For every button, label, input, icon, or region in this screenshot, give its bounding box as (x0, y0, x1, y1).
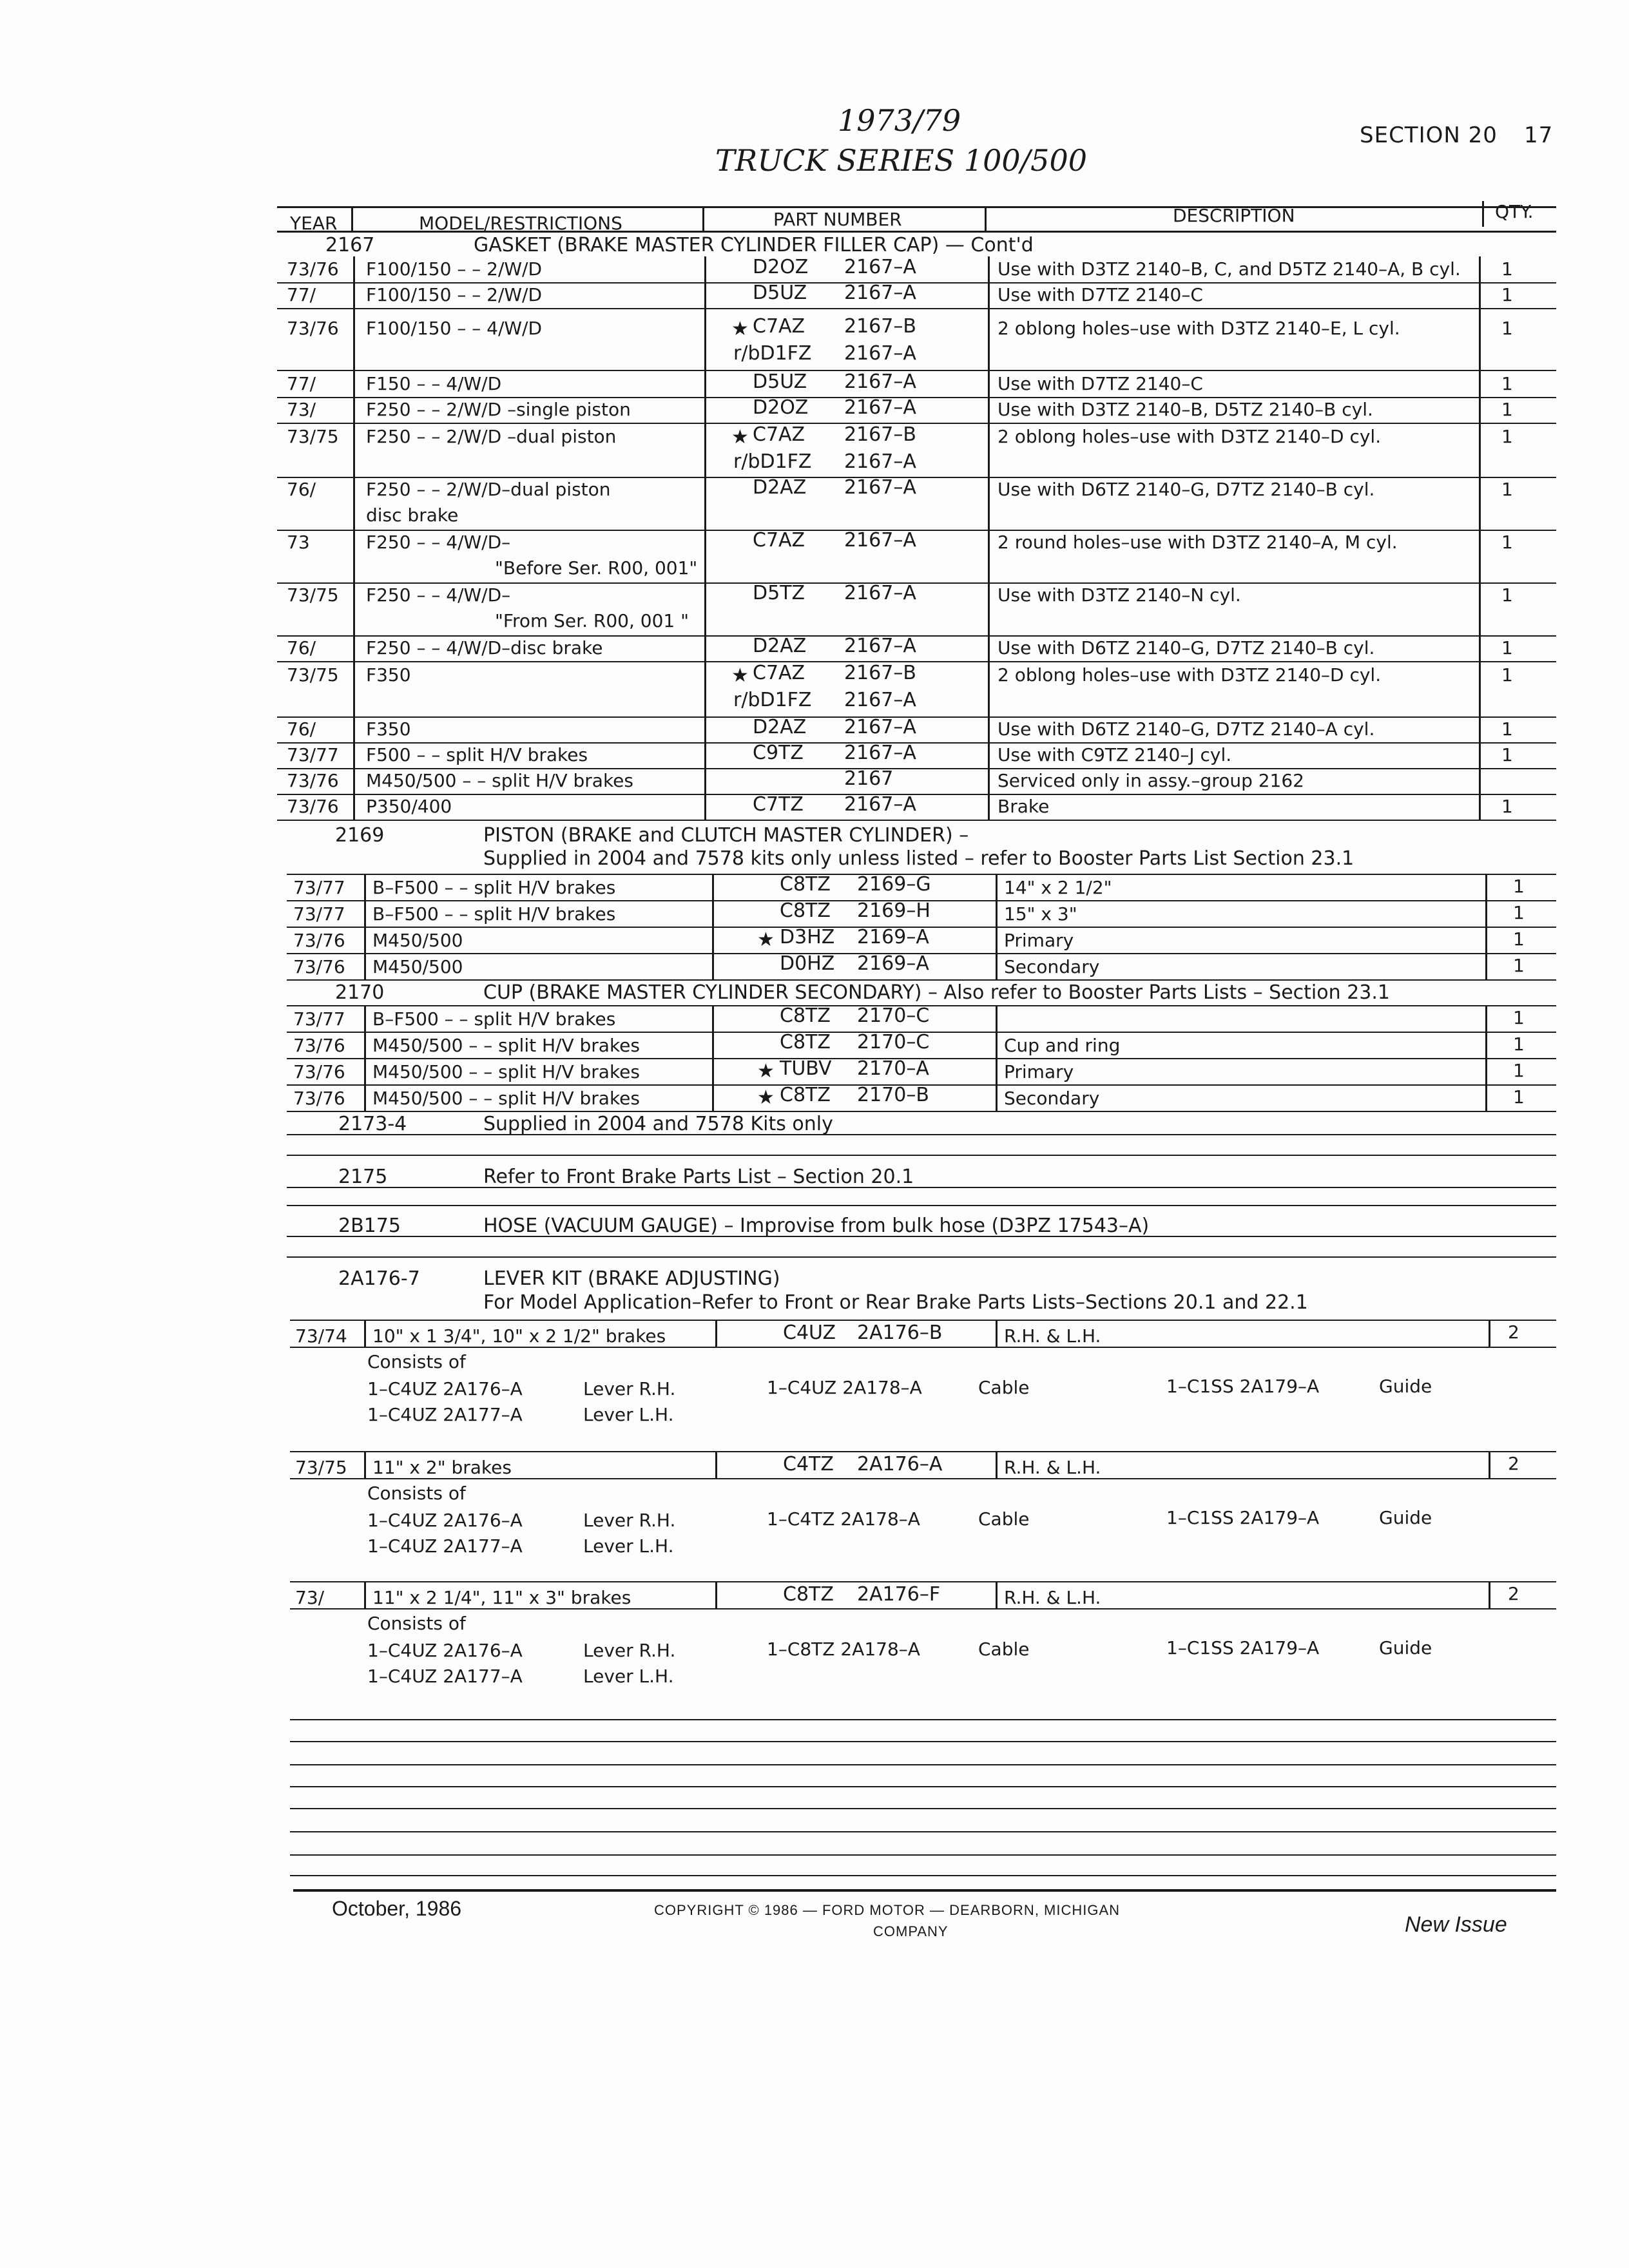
row-part-prefix: C7AZ (753, 662, 805, 684)
row-model: F250 – – 2/W/D –dual piston (366, 426, 617, 447)
kit-component-desc: Cable (978, 1508, 1030, 1530)
row-description: Use with D3TZ 2140–B, D5TZ 2140–B cyl. (998, 399, 1373, 420)
row-description: Use with D3TZ 2140–B, C, and D5TZ 2140–A, B cyl. (998, 258, 1461, 280)
row-model: M450/500 – – split H/V brakes (372, 1035, 640, 1056)
row-qty: 1 (1501, 718, 1513, 740)
rule (287, 1155, 1556, 1156)
col-header-qty: QTY. (1495, 201, 1534, 222)
row-part-prefix: D3HZ (780, 926, 835, 948)
col-divider (1489, 1581, 1490, 1608)
kit-component-desc: Lever L.H. (583, 1666, 674, 1687)
row-rule (277, 794, 1556, 795)
row-qty: 1 (1501, 258, 1513, 280)
kit-component-desc: Lever L.H. (583, 1535, 674, 1557)
row-part-number: 2167–B (844, 662, 916, 684)
row-description: 14" x 2 1/2" (1004, 877, 1112, 898)
row-description: 2 oblong holes–use with D3TZ 2140–D cyl. (998, 426, 1382, 447)
star-icon: ★ (757, 928, 775, 951)
rule (287, 1236, 1556, 1237)
row-model: F350 (366, 718, 411, 740)
row-part-number: 2167–A (844, 529, 916, 552)
row-year: 76/ (287, 718, 316, 740)
kit-model: 11" x 2 1/4", 11" x 3" brakes (372, 1587, 631, 1608)
col-divider (1482, 201, 1484, 227)
star-icon: ★ (731, 426, 749, 448)
row-year: 73/75 (287, 584, 339, 606)
row-model: M450/500 (372, 956, 463, 977)
row-part-number: 2167 (844, 767, 894, 790)
group-title: CUP (BRAKE MASTER CYLINDER SECONDARY) – Also refer to Booster Parts Lists – Section 23.1 (483, 981, 1390, 1004)
col-divider (353, 256, 355, 820)
rule (290, 1831, 1556, 1832)
kit-description: R.H. & L.H. (1004, 1587, 1101, 1608)
row-rule (277, 370, 1556, 371)
row-rule (290, 1478, 1556, 1479)
row-rule (277, 820, 1556, 821)
row-model: B–F500 – – split H/V brakes (372, 903, 616, 925)
row-description: Use with D6TZ 2140–G, D7TZ 2140–B cyl. (998, 479, 1375, 500)
header-years: 1973/79 (838, 103, 961, 138)
row-year: 73 (287, 532, 310, 553)
row-description: 2 round holes–use with D3TZ 2140–A, M cyl. (998, 532, 1398, 553)
header-section: SECTION 20 (1360, 122, 1498, 148)
row-year: 73/75 (287, 664, 339, 686)
group-note: Supplied in 2004 and 7578 kits only unless listed – refer to Booster Parts List Section 23.1 (483, 847, 1354, 870)
row-rule (277, 716, 1556, 718)
row-rule (277, 397, 1556, 398)
row-model: M450/500 – – split H/V brakes (372, 1088, 640, 1109)
row-description: Use with D6TZ 2140–G, D7TZ 2140–B cyl. (998, 637, 1375, 658)
row-year: 73/76 (287, 770, 339, 791)
kit-part-number: 2A176–B (857, 1321, 943, 1344)
header-series: TRUCK SERIES 100/500 (715, 143, 1087, 178)
row-qty: 1 (1501, 584, 1513, 606)
group-code: 2167 (325, 234, 375, 256)
row-model: M450/500 – – split H/V brakes (366, 770, 633, 791)
kit-component: 1–C1SS 2A179–A (1166, 1507, 1320, 1528)
group-title: GASKET (BRAKE MASTER CYLINDER FILLER CAP) — Cont'd (474, 234, 1034, 256)
row-part-prefix: C7AZ (753, 315, 805, 338)
kit-component-desc: Guide (1379, 1637, 1432, 1658)
row-model: F250 – – 4/W/D–disc brake (366, 637, 603, 658)
row-rule (290, 1451, 1556, 1452)
rule (290, 1854, 1556, 1856)
kit-component: 1–C4UZ 2A176–A (367, 1378, 523, 1399)
row-qty: 1 (1501, 479, 1513, 500)
row-part-prefix: C9TZ (753, 742, 804, 764)
row-part-prefix: D2OZ (753, 256, 809, 278)
row-part-prefix: TUBV (780, 1057, 832, 1080)
row-part-number: 2169–A (857, 952, 929, 975)
table-top-rule (277, 206, 1556, 208)
kit-consists-label: Consists of (367, 1351, 466, 1372)
row-part-number: 2167–B (844, 315, 916, 338)
kit-part-number: 2A176–A (857, 1453, 943, 1475)
footer-company: COMPANY (873, 1923, 949, 1939)
rule (287, 1134, 1556, 1135)
col-divider (996, 1320, 998, 1347)
group-title: LEVER KIT (BRAKE ADJUSTING) (483, 1267, 780, 1290)
row-model: F250 – – 4/W/D– (366, 532, 511, 553)
row-model: B–F500 – – split H/V brakes (372, 877, 616, 898)
group-title: Refer to Front Brake Parts List – Section 20.1 (483, 1166, 914, 1188)
row-description: Use with D6TZ 2140–G, D7TZ 2140–A cyl. (998, 718, 1375, 740)
row-description: 2 oblong holes–use with D3TZ 2140–D cyl. (998, 664, 1382, 686)
row-part-number: 2167–A (844, 793, 916, 816)
kit-component-desc: Lever R.H. (583, 1640, 676, 1661)
kit-component-desc: Cable (978, 1639, 1030, 1660)
row-description: Primary (1004, 1061, 1074, 1082)
col-divider (715, 1451, 717, 1478)
row-year: 73/76 (293, 1061, 345, 1082)
row-part-prefix: D5TZ (753, 582, 805, 604)
kit-component: 1–C1SS 2A179–A (1166, 1637, 1320, 1658)
row-part-number: 2169–A (857, 926, 929, 948)
row-part-number: 2170–B (857, 1084, 929, 1106)
group-title: Supplied in 2004 and 7578 Kits only (483, 1113, 833, 1135)
row-part-number: 2169–H (857, 899, 930, 922)
row-qty: 1 (1501, 532, 1513, 553)
row-description: Brake (998, 796, 1050, 817)
row-year: 76/ (287, 479, 316, 500)
star-icon: ★ (757, 1060, 775, 1082)
col-divider (996, 1451, 998, 1478)
header-page-number: 17 (1524, 122, 1554, 148)
group-code: 2170 (335, 981, 385, 1004)
kit-qty: 2 (1508, 1583, 1519, 1604)
row-year: 73/76 (293, 1035, 345, 1056)
row-part-prefix: C8TZ (780, 1084, 831, 1106)
row-part-prefix: D2AZ (753, 716, 807, 738)
kit-component: 1–C4TZ 2A178–A (767, 1508, 920, 1530)
row-year: 76/ (287, 637, 316, 658)
row-year: 73/ (287, 399, 316, 420)
row-part-number: 2167–A (844, 282, 916, 304)
rule (287, 1205, 1556, 1206)
row-rule (277, 582, 1556, 584)
rule (290, 1875, 1556, 1876)
kit-description: R.H. & L.H. (1004, 1457, 1101, 1478)
row-qty: 1 (1501, 284, 1513, 305)
col-divider (351, 206, 353, 232)
row-description: 2 oblong holes–use with D3TZ 2140–E, L cyl. (998, 318, 1400, 339)
col-divider (1479, 256, 1481, 820)
row-part-prefix: C8TZ (780, 873, 831, 896)
row-qty: 1 (1513, 1060, 1525, 1081)
row-model: B–F500 – – split H/V brakes (372, 1008, 616, 1030)
rule (290, 1741, 1556, 1742)
kit-component: 1–C4UZ 2A178–A (767, 1377, 922, 1398)
row-model: F150 – – 4/W/D (366, 373, 502, 394)
star-icon: ★ (731, 664, 749, 687)
row-rule (277, 742, 1556, 744)
row-description: 15" x 3" (1004, 903, 1077, 925)
kit-qty: 2 (1508, 1321, 1519, 1343)
row-model: M450/500 – – split H/V brakes (372, 1061, 640, 1082)
kit-component-desc: Lever R.H. (583, 1378, 676, 1399)
row-qty: 1 (1501, 664, 1513, 686)
row-rule (277, 477, 1556, 478)
row-part-replaced-by: r/bD1FZ (733, 342, 812, 365)
kit-part-prefix: C8TZ (783, 1583, 834, 1606)
row-part-number: 2167–B (844, 423, 916, 446)
row-year: 77/ (287, 284, 316, 305)
row-year: 73/77 (293, 1008, 345, 1030)
kit-qty: 2 (1508, 1453, 1519, 1474)
row-part-number: 2167–A (844, 256, 916, 278)
footer-copyright: COPYRIGHT © 1986 — FORD MOTOR — DEARBORN, MICHIGAN (654, 1902, 1121, 1918)
row-rule (277, 308, 1556, 309)
row-description: Use with C9TZ 2140–J cyl. (998, 744, 1232, 765)
row-model: F250 – – 4/W/D– (366, 584, 511, 606)
rule (290, 1764, 1556, 1765)
row-description: Primary (1004, 930, 1074, 951)
kit-year: 73/74 (295, 1325, 347, 1347)
kit-component-desc: Lever R.H. (583, 1510, 676, 1531)
row-part-prefix: C7TZ (753, 793, 804, 816)
rule (290, 1786, 1556, 1787)
row-rule (287, 1111, 1556, 1112)
col-divider (988, 256, 990, 820)
col-divider (702, 206, 704, 232)
row-part-number: 2167–A (844, 582, 916, 604)
star-icon: ★ (757, 1086, 775, 1109)
row-part-replaced-by: r/bD1FZ (733, 450, 812, 473)
row-rule (290, 1320, 1556, 1321)
row-part-replaced-by: r/bD1FZ (733, 689, 812, 711)
row-description: Secondary (1004, 956, 1100, 977)
group-code: 2B175 (338, 1215, 401, 1237)
kit-component-desc: Guide (1379, 1376, 1432, 1397)
row-part-prefix: C7AZ (753, 529, 805, 552)
row-part-prefix: D2AZ (753, 476, 807, 499)
row-rule (290, 1347, 1556, 1348)
row-part-prefix: C8TZ (780, 899, 831, 922)
col-divider (364, 1320, 366, 1347)
row-model: F100/150 – – 4/W/D (366, 318, 543, 339)
row-qty: 1 (1513, 1033, 1525, 1055)
kit-model: 10" x 1 3/4", 10" x 2 1/2" brakes (372, 1325, 666, 1347)
row-year: 73/76 (293, 956, 345, 977)
row-qty: 1 (1501, 373, 1513, 394)
kit-component-desc: Cable (978, 1377, 1030, 1398)
col-divider (985, 206, 987, 232)
row-part-prefix: C8TZ (780, 1031, 831, 1053)
row-model-note: "Before Ser. R00, 001" (495, 557, 698, 579)
row-part-number: 2167–A (844, 742, 916, 764)
row-description: Cup and ring (1004, 1035, 1121, 1056)
row-description: Use with D7TZ 2140–C (998, 284, 1203, 305)
row-qty: 1 (1513, 876, 1525, 897)
row-part-number: 2167–A (844, 396, 916, 419)
table-header-rule (277, 231, 1556, 233)
row-year: 73/75 (287, 426, 339, 447)
kit-component: 1–C8TZ 2A178–A (767, 1639, 920, 1660)
group-code: 2175 (338, 1166, 388, 1188)
row-rule (290, 1581, 1556, 1582)
col-divider (1489, 1320, 1490, 1347)
row-description: Serviced only in assy.–group 2162 (998, 770, 1304, 791)
row-part-prefix: D2OZ (753, 396, 809, 419)
row-description: Secondary (1004, 1088, 1100, 1109)
kit-component: 1–C4UZ 2A176–A (367, 1640, 523, 1661)
col-divider (996, 1581, 998, 1608)
row-qty: 1 (1501, 637, 1513, 658)
col-divider (715, 1581, 717, 1608)
kit-model: 11" x 2" brakes (372, 1457, 512, 1478)
row-year: 73/76 (287, 796, 339, 817)
kit-component: 1–C4UZ 2A177–A (367, 1404, 523, 1425)
row-model: M450/500 (372, 930, 463, 951)
row-part-number-2: 2167–A (844, 689, 916, 711)
col-header-description: DESCRIPTION (1173, 205, 1295, 226)
row-year: 73/76 (293, 1088, 345, 1109)
row-rule (277, 530, 1556, 531)
row-model-note: disc brake (366, 505, 459, 526)
row-part-number: 2167–A (844, 476, 916, 499)
row-rule (277, 661, 1556, 662)
row-model: F100/150 – – 2/W/D (366, 258, 543, 280)
rule (287, 1187, 1556, 1188)
group-code: 2169 (335, 824, 385, 847)
row-description: Use with D7TZ 2140–C (998, 373, 1203, 394)
row-year: 73/77 (287, 744, 339, 765)
star-icon: ★ (731, 318, 749, 340)
row-qty: 1 (1513, 955, 1525, 976)
rule (290, 1808, 1556, 1809)
group-note: For Model Application–Refer to Front or Rear Brake Parts Lists–Sections 20.1 and 22.1 (483, 1291, 1308, 1314)
kit-description: R.H. & L.H. (1004, 1325, 1101, 1347)
row-part-number: 2170–A (857, 1057, 929, 1080)
col-header-model: MODEL/RESTRICTIONS (419, 213, 622, 234)
kit-component: 1–C1SS 2A179–A (1166, 1376, 1320, 1397)
row-rule (287, 979, 1556, 981)
row-model: F250 – – 2/W/D –single piston (366, 399, 631, 420)
row-part-prefix: D0HZ (780, 952, 835, 975)
rule (287, 1256, 1556, 1258)
kit-part-prefix: C4UZ (783, 1321, 836, 1344)
kit-component: 1–C4UZ 2A176–A (367, 1510, 523, 1531)
row-qty: 1 (1501, 399, 1513, 420)
row-model: F100/150 – – 2/W/D (366, 284, 543, 305)
row-part-number: 2170–C (857, 1031, 930, 1053)
row-part-prefix: D5UZ (753, 370, 807, 393)
col-divider (364, 1451, 366, 1478)
row-year: 73/77 (293, 903, 345, 925)
row-year: 73/76 (293, 930, 345, 951)
row-rule (277, 423, 1556, 424)
row-qty: 1 (1501, 744, 1513, 765)
row-model-note: "From Ser. R00, 001 " (495, 610, 689, 631)
row-rule (277, 635, 1556, 637)
footer-date: October, 1986 (332, 1897, 462, 1920)
row-qty: 1 (1513, 928, 1525, 950)
row-part-number: 2169–G (857, 873, 931, 896)
row-part-prefix: D5UZ (753, 282, 807, 304)
kit-component: 1–C4UZ 2A177–A (367, 1666, 523, 1687)
row-part-number: 2170–C (857, 1004, 930, 1027)
kit-consists-label: Consists of (367, 1483, 466, 1504)
row-qty: 1 (1513, 1007, 1525, 1028)
group-code: 2A176-7 (338, 1267, 420, 1290)
footer-rule (293, 1889, 1556, 1892)
col-divider (364, 1581, 366, 1608)
row-model: P350/400 (366, 796, 452, 817)
col-header-year: YEAR (290, 213, 338, 234)
col-divider (715, 1320, 717, 1347)
kit-component: 1–C4UZ 2A177–A (367, 1535, 523, 1557)
row-rule (290, 1608, 1556, 1610)
col-header-part-number: PART NUMBER (773, 209, 902, 230)
kit-year: 73/ (295, 1587, 325, 1608)
row-year: 73/76 (287, 318, 339, 339)
row-qty: 1 (1513, 902, 1525, 923)
row-description: Use with D3TZ 2140–N cyl. (998, 584, 1241, 606)
row-part-prefix: C7AZ (753, 423, 805, 446)
row-model: F350 (366, 664, 411, 686)
row-year: 77/ (287, 373, 316, 394)
row-part-number-2: 2167–A (844, 342, 916, 365)
row-qty: 1 (1513, 1086, 1525, 1108)
col-divider (1489, 1451, 1490, 1478)
row-model: F250 – – 2/W/D–dual piston (366, 479, 611, 500)
row-qty: 1 (1501, 318, 1513, 339)
group-code: 2173-4 (338, 1113, 407, 1135)
row-part-prefix: D2AZ (753, 635, 807, 657)
row-model: F500 – – split H/V brakes (366, 744, 588, 765)
row-part-number: 2167–A (844, 635, 916, 657)
row-year: 73/77 (293, 877, 345, 898)
kit-consists-label: Consists of (367, 1613, 466, 1634)
row-rule (277, 282, 1556, 284)
kit-component-desc: Lever L.H. (583, 1404, 674, 1425)
kit-part-number: 2A176–F (857, 1583, 941, 1606)
row-part-prefix: C8TZ (780, 1004, 831, 1027)
row-rule (277, 768, 1556, 769)
row-part-number: 2167–A (844, 716, 916, 738)
row-part-number-2: 2167–A (844, 450, 916, 473)
kit-component-desc: Guide (1379, 1507, 1432, 1528)
row-qty: 1 (1501, 426, 1513, 447)
kit-part-prefix: C4TZ (783, 1453, 834, 1475)
kit-year: 73/75 (295, 1457, 347, 1478)
footer-issue: New Issue (1405, 1912, 1507, 1937)
group-title: HOSE (VACUUM GAUGE) – Improvise from bulk hose (D3PZ 17543–A) (483, 1215, 1150, 1237)
row-qty: 1 (1501, 796, 1513, 817)
row-part-number: 2167–A (844, 370, 916, 393)
group-title: PISTON (BRAKE and CLUTCH MASTER CYLINDER) – (483, 824, 969, 847)
col-divider (704, 256, 706, 820)
row-year: 73/76 (287, 258, 339, 280)
rule (290, 1719, 1556, 1720)
